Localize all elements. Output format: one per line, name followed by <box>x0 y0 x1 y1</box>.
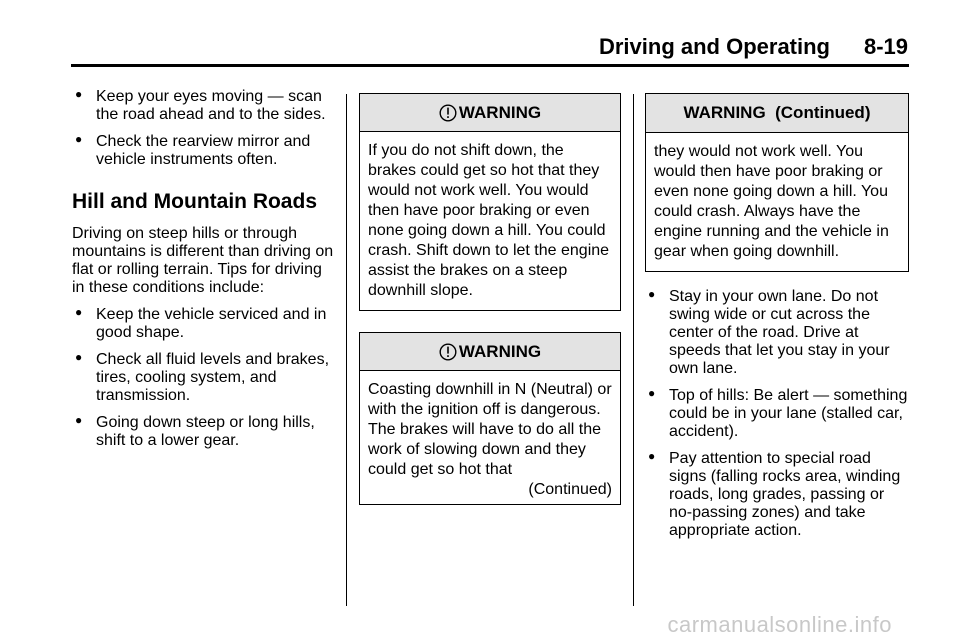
column-divider-1 <box>346 94 347 606</box>
list-item-text: Stay in your own lane. Do not swing wide or cut across the center of the road. Drive at speeds that let you stay in your own lane. <box>669 288 890 377</box>
warning-header <box>646 94 908 133</box>
bullet-icon: ● <box>75 305 83 319</box>
list-item <box>72 88 334 124</box>
page-number: 8-19 <box>863 34 908 59</box>
warning-header <box>360 333 620 371</box>
continued-label: (Continued) <box>528 481 612 498</box>
list-item <box>645 450 909 540</box>
warning-title: WARNING <box>458 341 542 361</box>
column-1 <box>72 88 334 459</box>
header-rule <box>71 64 909 67</box>
column-2 <box>359 93 621 505</box>
list-item <box>72 351 334 405</box>
warning-box <box>359 93 621 311</box>
bullet-icon: ● <box>648 386 656 400</box>
bullet-icon: ● <box>75 132 83 146</box>
bullet-icon: ● <box>648 287 656 301</box>
section-heading: Hill and Mountain Roads <box>72 190 317 213</box>
warning-box <box>645 93 909 272</box>
list-item-text: Going down steep or long hills, shift to a lower gear. <box>96 414 315 449</box>
warning-icon <box>439 104 457 122</box>
list-item-text: Keep your eyes moving — scan the road ahead and to the sides. <box>96 88 326 123</box>
section-title: Driving and Operating <box>598 34 830 59</box>
warning-text <box>360 371 620 504</box>
warning-box <box>359 332 621 505</box>
list-item-text: Keep the vehicle serviced and in good shape. <box>96 306 327 341</box>
warning-text: they would not work well. You would then have poor braking or even none going down a hill. You could crash. Always have the engine running and the vehicle in gear when going downhill. <box>654 143 889 260</box>
warning-text: If you do not shift down, the brakes could get so hot that they would not work well. You would then have poor braking or even none going down a hill. You could crash. Shift down to let the engine assist the brakes on a steep downhill slope. <box>368 142 610 299</box>
warning-title: WARNING <box>458 102 542 122</box>
list-item-text: Pay attention to special road signs (falling rocks area, winding roads, long grades, passing or no-passing zones) and take appropriate action. <box>669 450 901 539</box>
warning-text-body: Coasting downhill in N (Neutral) or with the ignition off is dangerous. The brakes will have to do all the work of slowing down and they could get so hot that <box>368 381 612 478</box>
bullet-icon: ● <box>75 350 83 364</box>
warning-title: WARNING (Continued) <box>683 103 871 122</box>
warning-header <box>360 94 620 132</box>
list-item-text: Check the rearview mirror and vehicle instruments often. <box>96 133 311 168</box>
bullet-icon: ● <box>75 87 83 101</box>
watermark: carmanualsonline.info <box>667 612 892 637</box>
list-item <box>72 414 334 450</box>
warning-icon <box>439 343 457 361</box>
bullet-icon: ● <box>75 413 83 427</box>
column-3 <box>645 93 909 549</box>
list-item-text: Check all fluid levels and brakes, tires, cooling system, and transmission. <box>96 351 330 404</box>
column-divider-2 <box>633 94 634 606</box>
bullet-icon: ● <box>648 449 656 463</box>
list-item-text: Top of hills: Be alert — something could be in your lane (stalled car, accident). <box>669 387 908 440</box>
list-item <box>72 306 334 342</box>
list-item <box>72 133 334 169</box>
list-item <box>645 387 909 441</box>
intro-paragraph: Driving on steep hills or through mountains is different than driving on flat or rolling terrain. Tips for driving in these conditions include: <box>72 225 334 296</box>
list-item <box>645 288 909 378</box>
